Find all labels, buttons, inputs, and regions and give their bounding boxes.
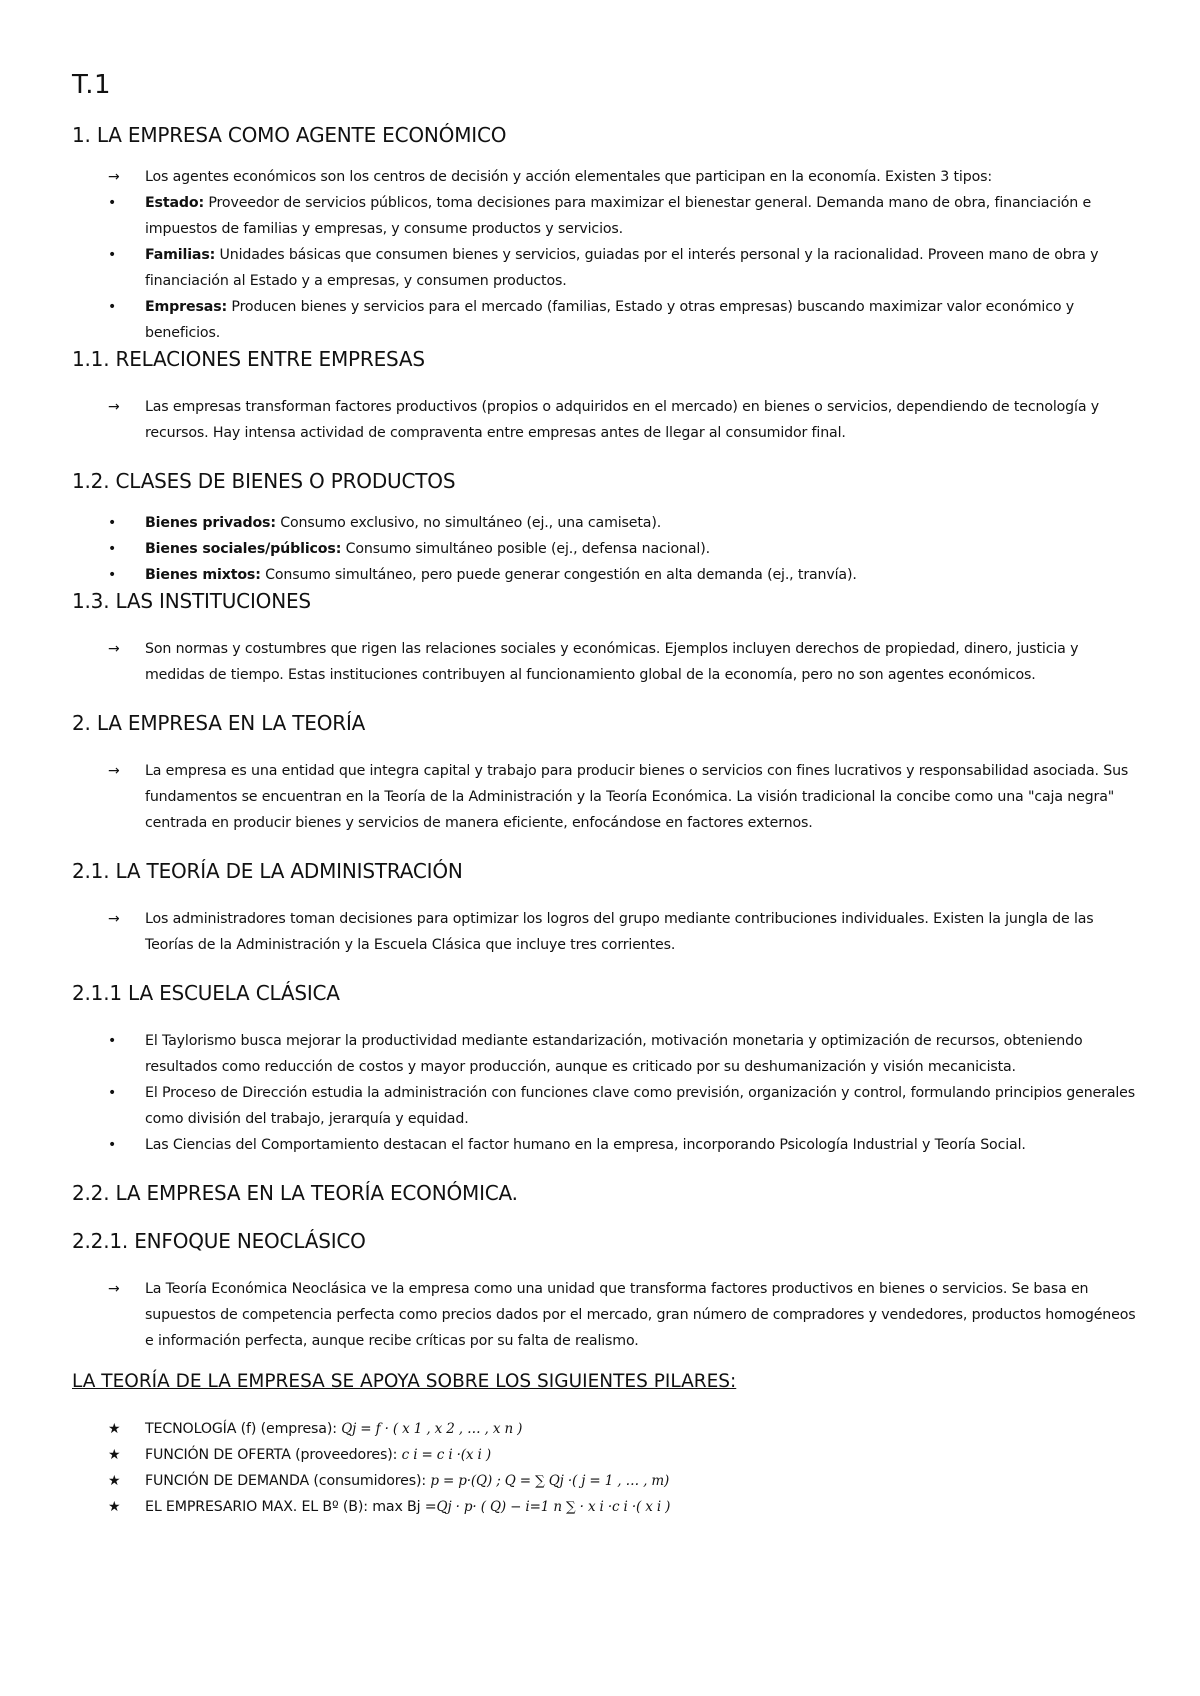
list-item: [72, 1132, 1142, 1158]
star-icon: ★: [108, 1447, 121, 1463]
term-text: Consumo simultáneo, pero puede generar congestión en alta demanda (ej., tranvía).: [260, 567, 857, 583]
star-icon: ★: [108, 1421, 121, 1437]
list-item: [72, 562, 1142, 588]
bullet-icon: •: [108, 1033, 117, 1049]
list-escuela-clasica: [72, 1028, 1142, 1158]
paragraph-text: La Teoría Económica Neoclásica ve la empresa como una unidad que transforma factores productivos en bienes o servicios. Se basa en supuestos de competencia perfecta como precios dados por el mercado, gran número de compradores y vendedores, productos homogéneos e información perfecta, aunque recibe críticas por su falta de realismo.: [145, 1281, 1136, 1349]
list-item: [72, 164, 1142, 190]
list-instituciones: [72, 636, 1142, 688]
list-relaciones: [72, 394, 1142, 446]
list-pilares: [72, 1416, 1142, 1520]
list-bienes: [72, 510, 1142, 588]
pilar-label: TECNOLOGÍA (f) (empresa):: [145, 1421, 342, 1437]
bullet-icon: •: [108, 195, 117, 211]
document-title: T.1: [72, 70, 112, 100]
term-text: Proveedor de servicios públicos, toma decisiones para maximizar el bienestar general. Demanda mano de obra, financiación e impuestos de familias y empresas, y consume productos y servicios.: [145, 195, 1092, 237]
bullet-icon: •: [108, 515, 117, 531]
term-text: Consumo exclusivo, no simultáneo (ej., una camiseta).: [275, 515, 662, 531]
paragraph-text: La empresa es una entidad que integra capital y trabajo para producir bienes o servicios con fines lucrativos y responsabilidad asociada. Sus fundamentos se encuentran en la Teoría de la Administración y la Teoría Económica. La visión tradicional la concibe como una "caja negra" centrada en producir bienes y servicios de manera eficiente, enfocándose en factores externos.: [145, 763, 1129, 831]
formula: c i = c i ·(x i ): [401, 1447, 491, 1463]
list-agentes: [72, 164, 1142, 346]
term-label: Bienes sociales/públicos:: [145, 541, 342, 557]
bullet-icon: •: [108, 1137, 117, 1153]
paragraph-text: El Proceso de Dirección estudia la administración con funciones clave como previsión, organización y control, formulando principios generales como división del trabajo, jerarquía y equidad.: [145, 1085, 1135, 1127]
list-item: [72, 1276, 1142, 1354]
bullet-icon: •: [108, 1085, 117, 1101]
list-item: [72, 190, 1142, 242]
term-label: Bienes privados:: [145, 515, 276, 531]
arrow-icon: →: [108, 169, 120, 185]
paragraph-text: Las Ciencias del Comportamiento destacan el factor humano en la empresa, incorporando Psicología Industrial y Teoría Social.: [145, 1137, 1026, 1153]
arrow-icon: →: [108, 399, 120, 415]
heading-pilares: LA TEORÍA DE LA EMPRESA SE APOYA SOBRE LOS SIGUIENTES PILARES:: [72, 1371, 737, 1392]
list-neoclasico: [72, 1276, 1142, 1354]
list-item: [72, 906, 1142, 958]
list-item: [72, 1442, 1142, 1468]
term-text: Producen bienes y servicios para el mercado (familias, Estado y otras empresas) buscando maximizar valor económico y beneficios.: [145, 299, 1074, 341]
term-label: Estado:: [145, 195, 205, 211]
list-item: [72, 536, 1142, 562]
paragraph-text: El Taylorismo busca mejorar la productividad mediante estandarización, motivación monetaria y optimización de recursos, obteniendo resultados como reducción de costos y mayor producción, aunque es criticado por su deshumanización y visión mecanicista.: [145, 1033, 1083, 1075]
list-item: [72, 1028, 1142, 1080]
bullet-icon: •: [108, 247, 117, 263]
list-item: [72, 758, 1142, 836]
term-text: Unidades básicas que consumen bienes y servicios, guiadas por el interés personal y la racionalidad. Proveen mano de obra y financiación al Estado y a empresas, y consumen productos.: [145, 247, 1099, 289]
list-empresa-teoria: [72, 758, 1142, 836]
arrow-icon: →: [108, 1281, 120, 1297]
formula: Qj = f · ( x 1 , x 2 , … , x n ): [341, 1421, 523, 1437]
formula: Qj · p· ( Q) − i=1 n ∑ · x i ·c i ·( x i ): [436, 1499, 671, 1515]
term-text: Consumo simultáneo posible (ej., defensa nacional).: [341, 541, 710, 557]
list-item: [72, 294, 1142, 346]
list-item: [72, 1080, 1142, 1132]
formula: p = p·(Q) ; Q = ∑ Qj ·( j = 1 , … , m): [430, 1473, 670, 1489]
paragraph-text: Los agentes económicos son los centros de decisión y acción elementales que participan en la economía. Existen 3 tipos:: [145, 169, 992, 185]
paragraph-text: Las empresas transforman factores productivos (propios o adquiridos en el mercado) en bienes o servicios, dependiendo de tecnología y recursos. Hay intensa actividad de compraventa entre empresas antes de llegar al consumidor final.: [145, 399, 1099, 441]
bullet-icon: •: [108, 541, 117, 557]
term-label: Familias:: [145, 247, 216, 263]
arrow-icon: →: [108, 763, 120, 779]
list-item: [72, 1416, 1142, 1442]
list-item: [72, 394, 1142, 446]
heading-empresa-teoria: 2. LA EMPRESA EN LA TEORÍA: [72, 711, 366, 735]
heading-empresa-agente-economico: 1. LA EMPRESA COMO AGENTE ECONÓMICO: [72, 123, 507, 147]
arrow-icon: →: [108, 911, 120, 927]
heading-teoria-economica: 2.2. LA EMPRESA EN LA TEORÍA ECONÓMICA.: [72, 1181, 518, 1205]
star-icon: ★: [108, 1473, 121, 1489]
paragraph-text: Son normas y costumbres que rigen las relaciones sociales y económicas. Ejemplos incluyen derechos de propiedad, dinero, justicia y medidas de tiempo. Estas instituciones contribuyen al funcionamiento global de la economía, pero no son agentes económicos.: [145, 641, 1079, 683]
list-item: [72, 242, 1142, 294]
list-item: [72, 636, 1142, 688]
heading-instituciones: 1.3. LAS INSTITUCIONES: [72, 589, 311, 613]
heading-escuela-clasica: 2.1.1 LA ESCUELA CLÁSICA: [72, 981, 340, 1005]
heading-teoria-administracion: 2.1. LA TEORÍA DE LA ADMINISTRACIÓN: [72, 859, 463, 883]
pilar-label: FUNCIÓN DE DEMANDA (consumidores):: [145, 1473, 431, 1489]
pilar-label: FUNCIÓN DE OFERTA (proveedores):: [145, 1447, 402, 1463]
arrow-icon: →: [108, 641, 120, 657]
heading-enfoque-neoclasico: 2.2.1. ENFOQUE NEOCLÁSICO: [72, 1229, 366, 1253]
list-item: [72, 510, 1142, 536]
document-page: [72, 70, 1142, 1520]
term-label: Bienes mixtos:: [145, 567, 261, 583]
pilar-label: EL EMPRESARIO MAX. EL Bº (B): max Bj =: [145, 1499, 437, 1515]
term-label: Empresas:: [145, 299, 228, 315]
bullet-icon: •: [108, 567, 117, 583]
heading-relaciones-empresas: 1.1. RELACIONES ENTRE EMPRESAS: [72, 347, 425, 371]
list-item: [72, 1468, 1142, 1494]
list-item: [72, 1494, 1142, 1520]
bullet-icon: •: [108, 299, 117, 315]
paragraph-text: Los administradores toman decisiones para optimizar los logros del grupo mediante contribuciones individuales. Existen la jungla de las Teorías de la Administración y la Escuela Clásica que incluye tres corrientes.: [145, 911, 1094, 953]
list-administracion: [72, 906, 1142, 958]
star-icon: ★: [108, 1499, 121, 1515]
heading-clases-bienes: 1.2. CLASES DE BIENES O PRODUCTOS: [72, 469, 456, 493]
